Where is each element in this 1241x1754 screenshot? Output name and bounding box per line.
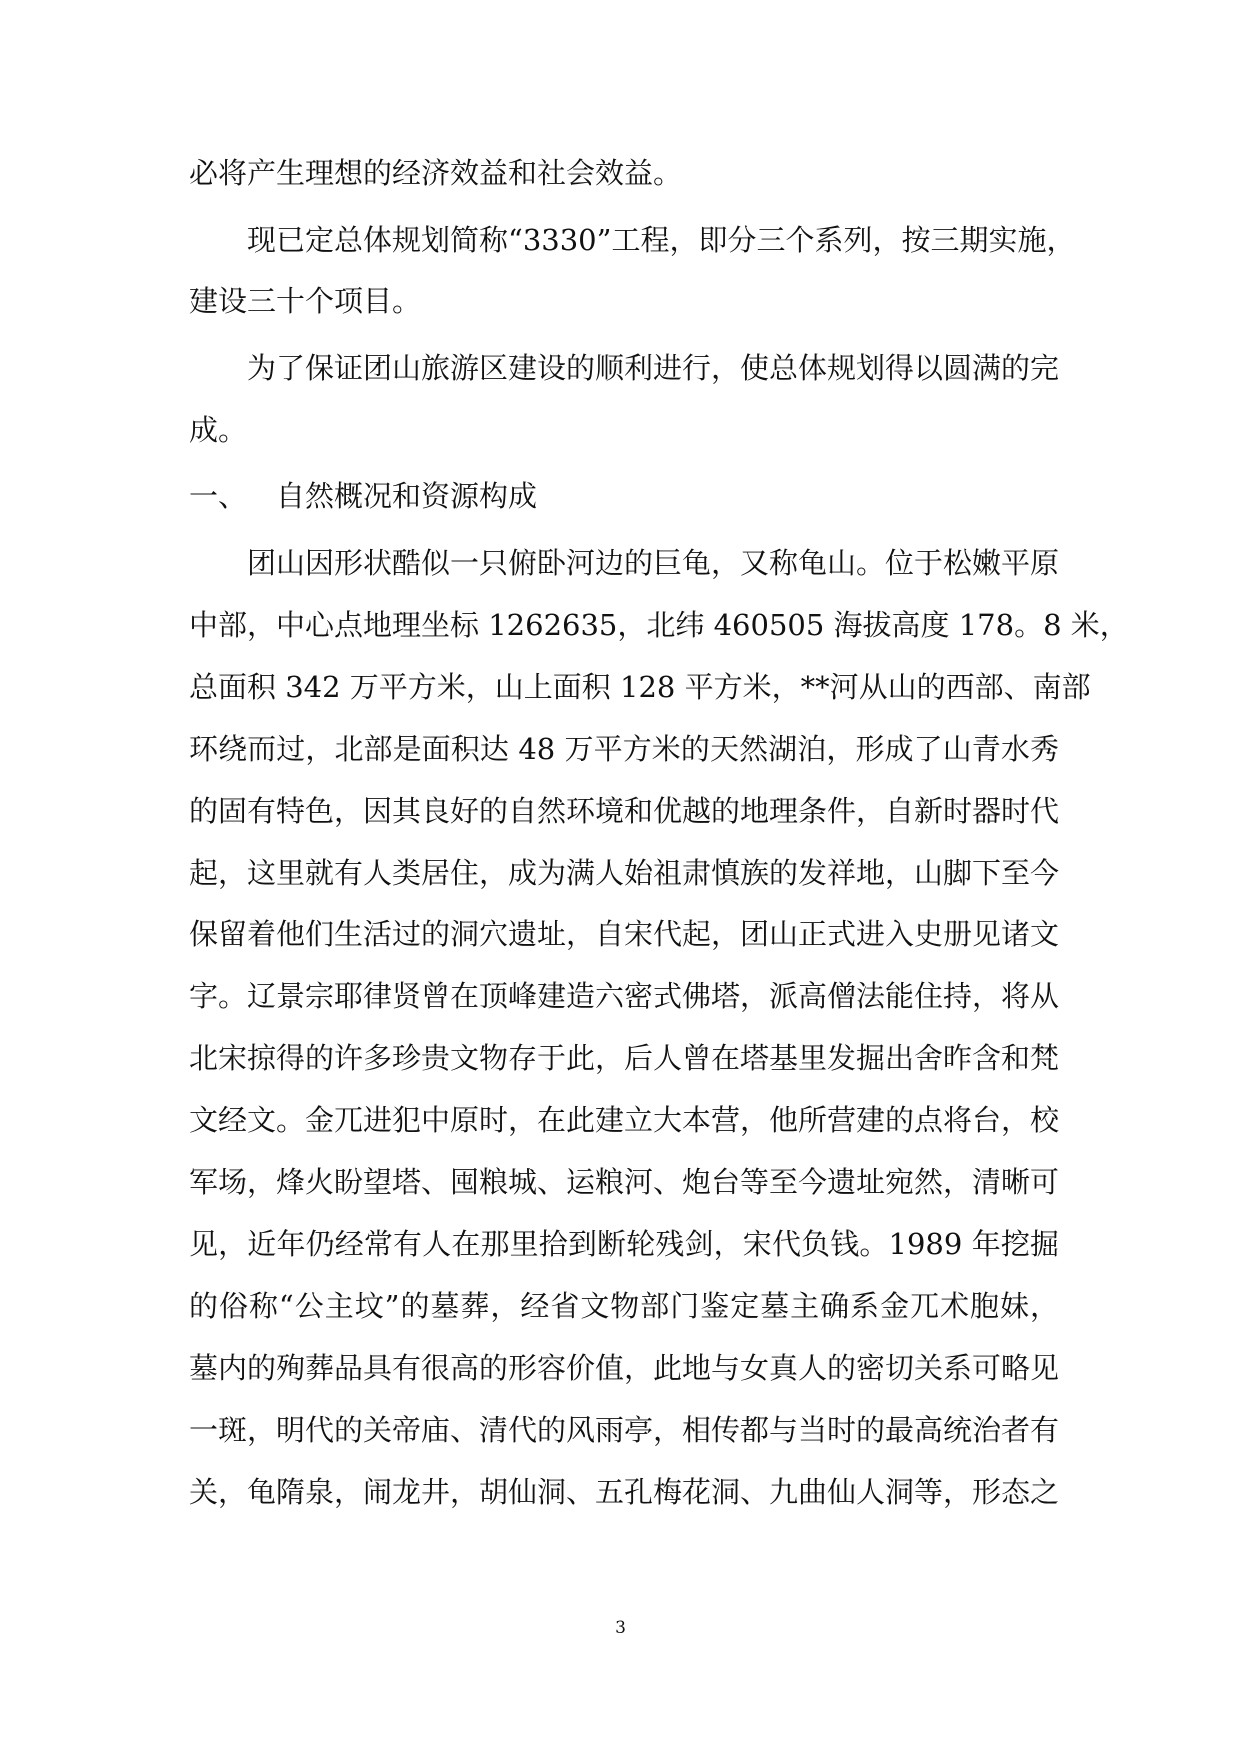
section-heading-number: 一、 [189, 479, 248, 513]
paragraph-line: 北宋掠得的许多珍贵文物存于此，后人曾在塔基里发掘出舍昨含和梵 [189, 1041, 1060, 1075]
paragraph-line: 必将产生理想的经济效益和社会效益。 [189, 156, 683, 190]
paragraph-line: 墓内的殉葬品具有很高的形容价值，此地与女真人的密切关系可略见 [189, 1351, 1060, 1385]
paragraph-line: 建设三十个项目。 [189, 284, 422, 318]
paragraph-line: 字。辽景宗耶律贤曾在顶峰建造六密式佛塔，派高僧法能住持，将从 [189, 979, 1060, 1013]
paragraph-line: 一斑，明代的关帝庙、清代的风雨亭，相传都与当时的最高统治者有 [189, 1413, 1060, 1447]
paragraph-line: 中部，中心点地理坐标 1262635，北纬 460505 海拔高度 178。8 米， [189, 608, 1129, 642]
section-heading-title: 自然概况和资源构成 [276, 479, 538, 513]
paragraph-line: 军场，烽火盼望塔、囤粮城、运粮河、炮台等至今遗址宛然，清晰可 [189, 1165, 1060, 1199]
paragraph-line: 见，近年仍经常有人在那里拾到断轮残剑，宋代负钱。1989 年挖掘 [189, 1227, 1059, 1261]
paragraph-line: 总面积 342 万平方米，山上面积 128 平方米，**河从山的西部、南部 [189, 670, 1091, 704]
paragraph-line: 现已定总体规划简称“3330”工程，即分三个系列，按三期实施， [247, 223, 1076, 257]
page-number: 3 [615, 1618, 626, 1638]
paragraph-line: 的俗称“公主坟”的墓葬，经省文物部门鉴定墓主确系金兀术胞妹， [189, 1289, 1059, 1323]
paragraph-line: 的固有特色，因其良好的自然环境和优越的地理条件，自新时器时代 [189, 794, 1060, 828]
paragraph-line: 保留着他们生活过的洞穴遗址，自宋代起，团山正式进入史册见诸文 [189, 917, 1060, 951]
paragraph-line: 文经文。金兀进犯中原时，在此建立大本营，他所营建的点将台，校 [189, 1103, 1060, 1137]
paragraph-line: 关，龟隋泉，闹龙井，胡仙洞、五孔梅花洞、九曲仙人洞等，形态之 [189, 1475, 1060, 1509]
paragraph-line: 为了保证团山旅游区建设的顺利进行，使总体规划得以圆满的完 [247, 351, 1060, 385]
paragraph-line: 环绕而过，北部是面积达 48 万平方米的天然湖泊，形成了山青水秀 [189, 732, 1059, 766]
paragraph-line: 成。 [189, 413, 248, 447]
paragraph-line: 团山因形状酷似一只俯卧河边的巨龟，又称龟山。位于松嫩平原 [247, 546, 1060, 580]
paragraph-line: 起，这里就有人类居住，成为满人始祖肃慎族的发祥地，山脚下至今 [189, 856, 1060, 890]
